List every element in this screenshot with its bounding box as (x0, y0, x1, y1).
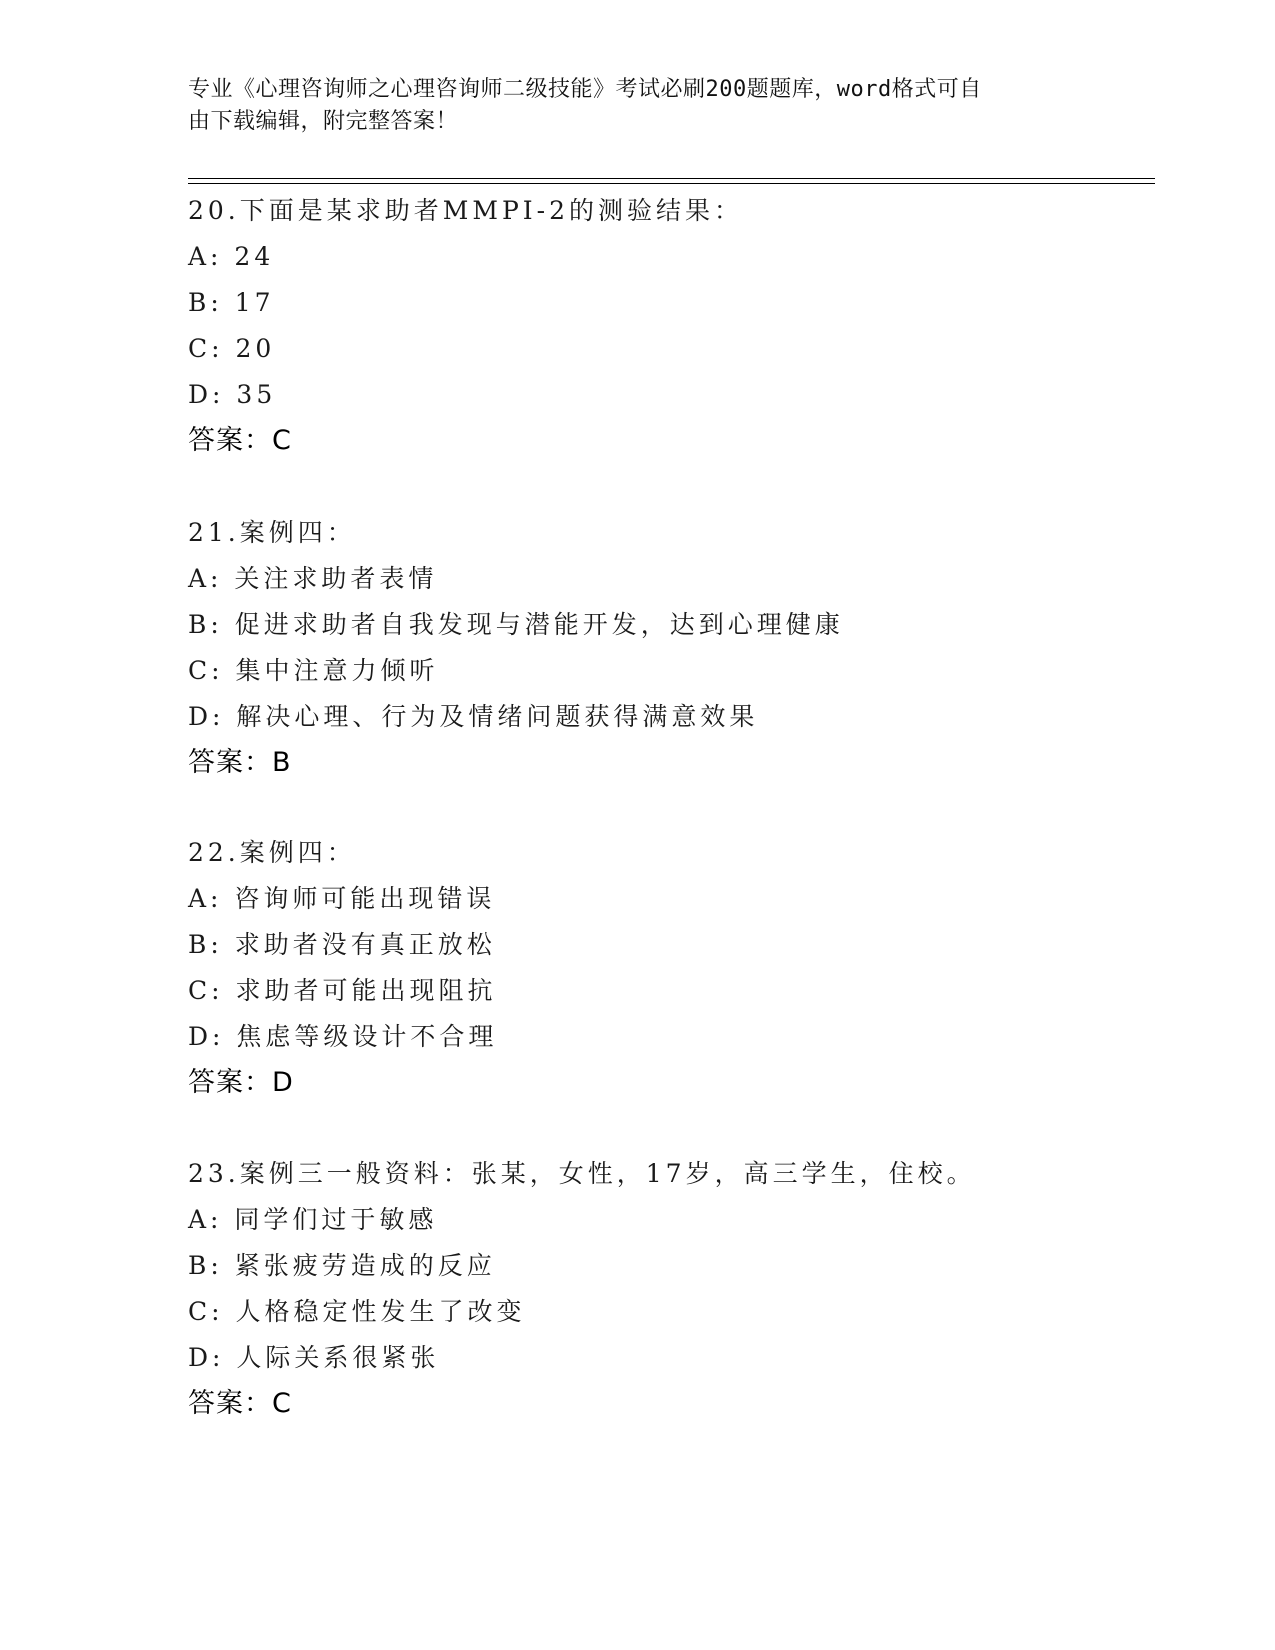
question-stem: 20.下面是某求助者MMPI-2的测验结果： (188, 196, 744, 225)
option-a: A: 关注求助者表情 (188, 564, 438, 593)
header-line-2: 由下载编辑，附完整答案！ (188, 109, 459, 134)
header-divider-bottom (188, 183, 1155, 184)
answer-label: 答案：C (188, 425, 292, 456)
option-a: A: 24 (188, 242, 275, 271)
option-b: B: 促进求助者自我发现与潜能开发，达到心理健康 (188, 610, 844, 639)
option-d: D: 焦虑等级设计不合理 (188, 1022, 498, 1051)
question-21 (188, 510, 1148, 786)
question-stem: 23.案例三一般资料：张某，女性，17岁，高三学生，住校。 (188, 1159, 976, 1188)
option-d: D: 35 (188, 380, 277, 409)
option-b: B: 求助者没有真正放松 (188, 930, 496, 959)
option-a: A: 咨询师可能出现错误 (188, 884, 496, 913)
answer-label: 答案：C (188, 1388, 292, 1419)
header-divider-top (188, 178, 1155, 179)
option-b: B: 紧张疲劳造成的反应 (188, 1251, 496, 1280)
document-header (188, 74, 1088, 138)
question-22 (188, 830, 1148, 1106)
option-c: C: 集中注意力倾听 (188, 656, 439, 685)
option-d: D: 人际关系很紧张 (188, 1343, 440, 1372)
question-20 (188, 188, 1148, 464)
option-c: C: 人格稳定性发生了改变 (188, 1297, 526, 1326)
question-stem: 22.案例四： (188, 838, 356, 867)
answer-label: 答案：B (188, 747, 292, 778)
question-stem: 21.案例四： (188, 518, 356, 547)
header-line-1: 专业《心理咨询师之心理咨询师二级技能》考试必刷200题题库，word格式可自 (188, 77, 982, 102)
answer-label: 答案：D (188, 1067, 294, 1098)
question-23 (188, 1151, 1148, 1427)
option-c: C: 20 (188, 334, 276, 363)
option-c: C: 求助者可能出现阻抗 (188, 976, 497, 1005)
option-b: B: 17 (188, 288, 275, 317)
option-d: D: 解决心理、行为及情绪问题获得满意效果 (188, 702, 759, 731)
option-a: A: 同学们过于敏感 (188, 1205, 438, 1234)
